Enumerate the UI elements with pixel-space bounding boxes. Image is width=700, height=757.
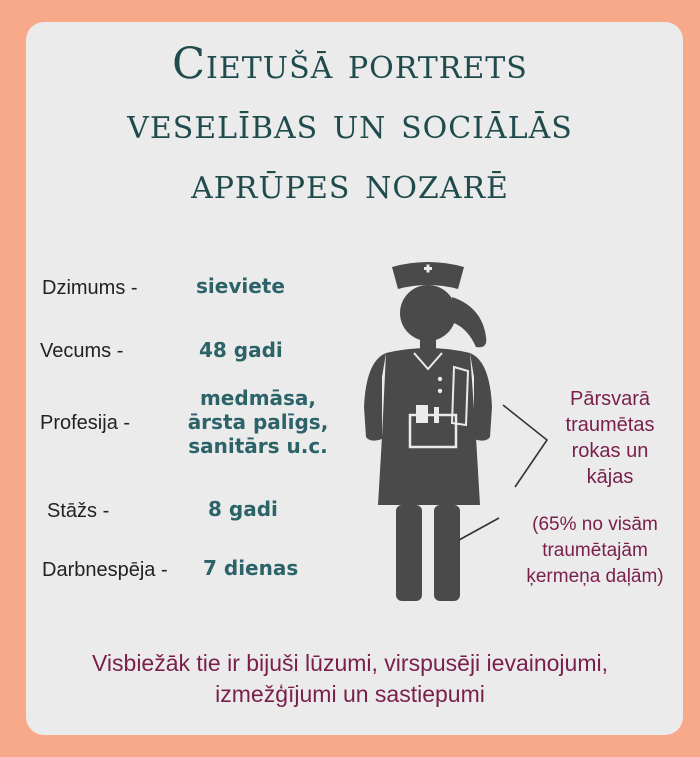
injury-line-3: rokas un bbox=[571, 440, 649, 462]
profession-line-2: ārsta palīgs, bbox=[187, 410, 329, 434]
injury-line-4: kājas bbox=[586, 466, 634, 488]
experience-value: 8 gadi bbox=[208, 497, 278, 521]
experience-label: Stāžs - bbox=[47, 500, 110, 522]
profession-line-3: sanitārs u.c. bbox=[188, 434, 328, 458]
sick-leave-label: Darbnespēja - bbox=[42, 559, 168, 581]
footer-text bbox=[0, 648, 700, 710]
gender-value: sieviete bbox=[196, 274, 285, 298]
injury-detail bbox=[500, 512, 690, 590]
sick-leave-value: 7 dienas bbox=[203, 556, 299, 580]
title-line-3: aprūpes nozarē bbox=[191, 159, 509, 209]
injury-line-1: Pārsvarā bbox=[569, 388, 651, 410]
footer-line-1: Visbiežāk tie ir bijuši lūzumi, virspusēji ievainojumi, bbox=[92, 650, 608, 676]
age-value: 48 gadi bbox=[199, 338, 283, 362]
injury-detail-line-1: (65% no visām bbox=[532, 514, 658, 535]
infographic-title bbox=[0, 34, 700, 214]
gender-label: Dzimums - bbox=[42, 277, 138, 299]
injury-line-2: traumētas bbox=[565, 414, 655, 436]
title-line-2: veselības un sociālās bbox=[127, 99, 573, 149]
title-line-1: Cietušā portrets bbox=[172, 39, 528, 89]
injury-detail-line-3: ķermeņa daļām) bbox=[526, 566, 664, 587]
injury-note bbox=[545, 386, 675, 490]
age-label: Vecums - bbox=[40, 340, 124, 362]
footer-line-2: izmežģījumi un sastiepumi bbox=[215, 681, 485, 707]
profession-value bbox=[178, 386, 338, 458]
profession-label: Profesija - bbox=[40, 412, 131, 434]
profession-line-1: medmāsa, bbox=[199, 386, 317, 410]
injury-detail-line-2: traumētajām bbox=[542, 540, 648, 561]
